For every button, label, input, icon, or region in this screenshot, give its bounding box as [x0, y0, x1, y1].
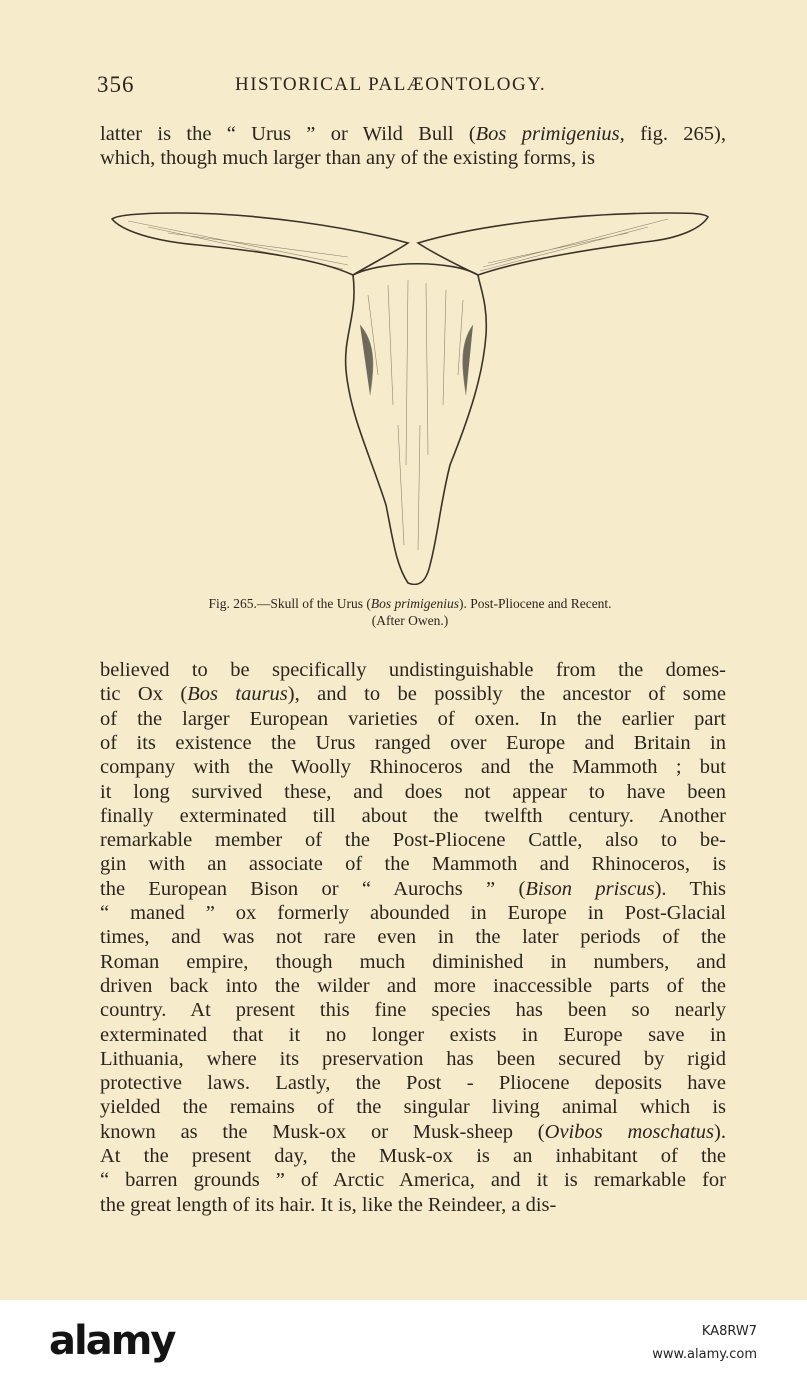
figure-caption: Fig. 265.—Skull of the Urus (Bos primigenius). Post-Pliocene and Recent. — [208, 596, 612, 611]
text-line: “ barren grounds ” of Arctic America, and it is remarkable for — [100, 1169, 726, 1192]
text-line: company with the Woolly Rhinoceros and the Mammoth ; but — [100, 756, 726, 779]
page-number: 356 — [97, 72, 135, 97]
text-line: “ maned ” ox formerly abounded in Europe in Post-Glacial — [100, 902, 726, 924]
text-line: Roman empire, though much diminished in numbers, and — [100, 950, 726, 973]
page-header — [97, 72, 727, 102]
text-line: Lithuania, where its preservation has been secured by rigid — [100, 1047, 726, 1070]
text-line: country. At present this fine species has been so nearly — [100, 999, 726, 1022]
text-line: of the larger European varieties of oxen. In the earlier part — [100, 707, 726, 730]
text-line: exterminated that it no longer exists in Europe save in — [100, 1023, 726, 1046]
text-line: times, and was not rare even in the later periods of the — [100, 926, 726, 949]
text-line: driven back into the wilder and more inaccessible parts of the — [100, 974, 726, 997]
text-line: known as the Musk-ox or Musk-sheep (Ovibos moschatus). — [100, 1120, 726, 1143]
text-line: believed to be specifically undistinguishable from the domes- — [100, 659, 726, 681]
text-line: remarkable member of the Post-Pliocene Cattle, also to be- — [100, 829, 726, 852]
text-line: of its existence the Urus ranged over Europe and Britain in — [100, 731, 726, 754]
text-line: protective laws. Lastly, the Post - Pliocene deposits have — [100, 1072, 726, 1095]
brand-logo: alamy — [49, 1318, 175, 1364]
site-url: www.alamy.com — [652, 1347, 757, 1362]
text-line: which, though much larger than any of the existing forms, is — [100, 147, 595, 169]
text-line: yielded the remains of the singular living animal which is — [100, 1096, 726, 1119]
right-horn — [418, 213, 708, 275]
text-line: At the present day, the Musk-ox is an inhabitant of the — [100, 1145, 726, 1167]
image-id: KA8RW7 — [701, 1324, 757, 1339]
text-line: finally exterminated till about the twelfth century. Another — [100, 804, 726, 827]
text-line: the great length of its hair. It is, like the Reindeer, a dis- — [100, 1193, 557, 1216]
left-horn — [112, 213, 408, 275]
running-title: HISTORICAL PALÆONTOLOGY. — [235, 74, 547, 95]
figure-caption-credit: (After Owen.) — [371, 613, 449, 628]
urus-skull-illustration — [108, 205, 713, 585]
text-line: it long survived these, and does not appear to have been — [100, 780, 726, 803]
text-line: latter is the “ Urus ” or Wild Bull (Bos primigenius, fig. 265), — [100, 123, 727, 145]
text-line: the European Bison or “ Aurochs ” (Bison priscus). This — [100, 877, 726, 900]
text-line: tic Ox (Bos taurus), and to be possibly the ancestor of some — [100, 683, 727, 706]
text-line: gin with an associate of the Mammoth and Rhinoceros, is — [100, 853, 726, 876]
skull-outline — [346, 264, 487, 585]
